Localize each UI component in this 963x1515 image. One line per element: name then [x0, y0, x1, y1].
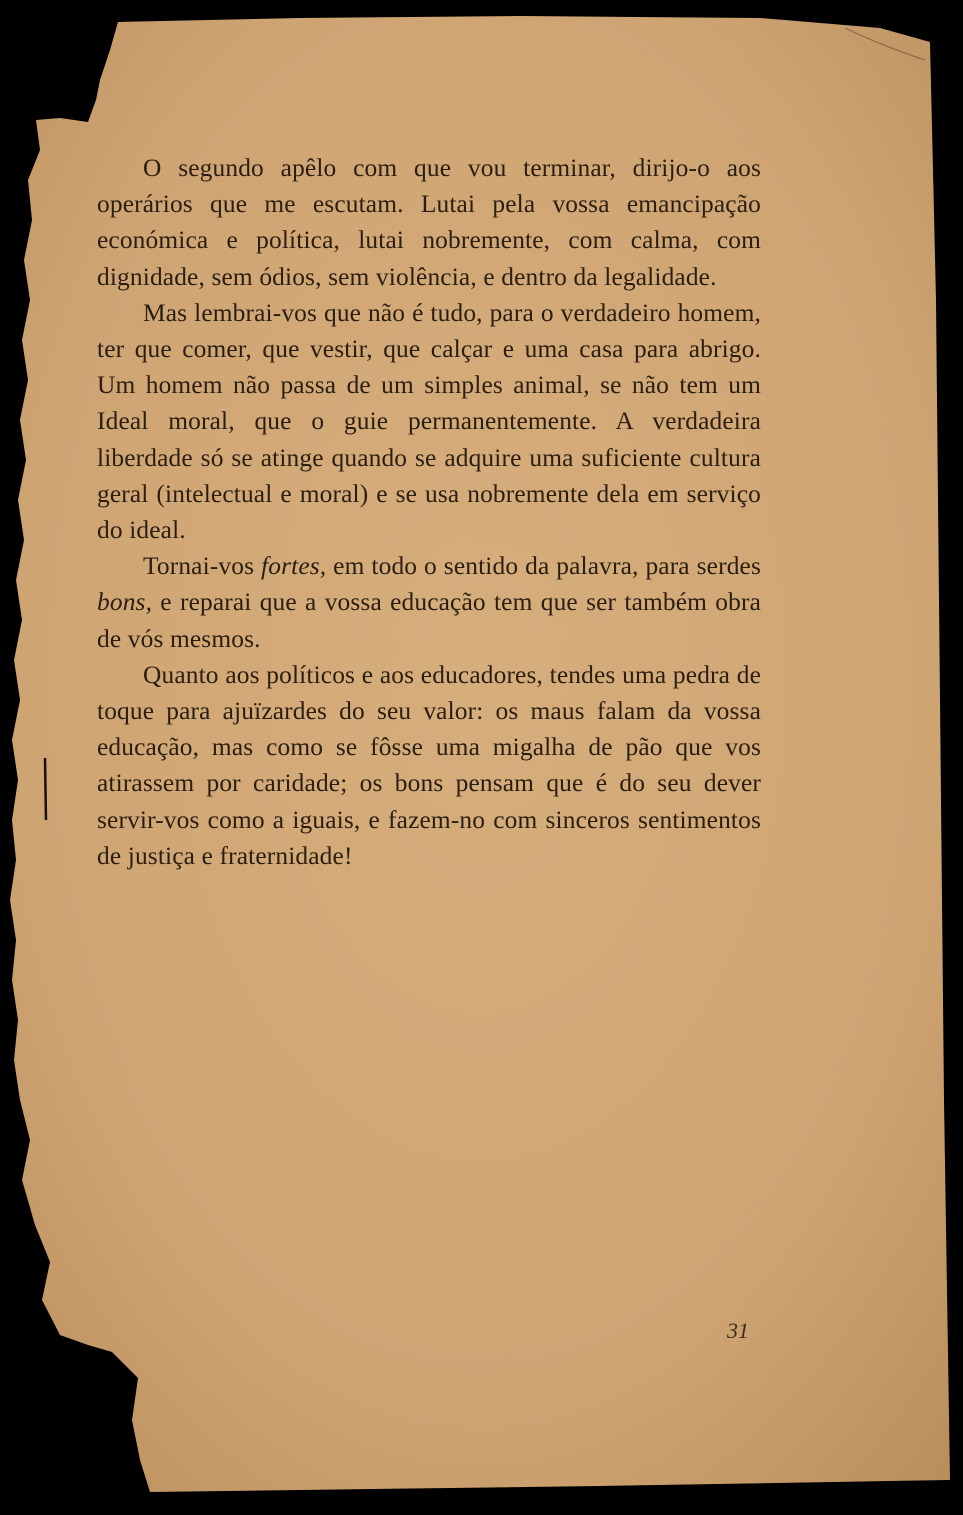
left-edge-mark — [45, 758, 46, 820]
italic-text: fortes, — [261, 552, 327, 581]
text-run: em todo o sentido da palavra, para serdes — [326, 552, 761, 581]
paragraph — [97, 295, 761, 548]
text-run: Quanto aos políticos e aos educadores, tendes uma pedra de toque para ajuïzardes do seu valor: os maus falam da vossa educação, mas como se fôsse uma migalha de pão que vos atirassem por caridade; os bons pensam que é do seu dever servir-vos como a iguais, e fazem-no com sinceros sentimentos de justiça e fraternidade! — [97, 660, 761, 870]
paragraph — [97, 548, 761, 657]
page-number: 31 — [727, 1318, 749, 1343]
text-run: Mas lembrai-vos que não é tudo, para o verdadeiro homem, ter que comer, que vestir, que calçar e uma casa para abrigo. Um homem não passa de um simples animal, se não tem um Ideal moral, que o guie permanentemente. A verdadeira liberdade só se atinge quando se adquire uma suficiente cultura geral (intelectual e moral) e se usa nobremente dela em serviço do ideal. — [97, 298, 761, 545]
body-text — [97, 150, 761, 874]
italic-text: bons, — [97, 588, 153, 617]
text-run: e reparai que a vossa educação tem que ser também obra de vós mesmos. — [97, 588, 761, 653]
paragraph — [97, 657, 761, 874]
text-run: Tornai-vos — [143, 552, 262, 581]
paragraph — [97, 150, 761, 295]
text-run: O segundo apêlo com que vou terminar, dirijo-o aos operários que me escutam. Lutai pela vossa emancipação económica e política, lutai nobremente, com calma, com dignidade, sem ódios, sem violência, e dentro da legalidade. — [97, 154, 761, 291]
